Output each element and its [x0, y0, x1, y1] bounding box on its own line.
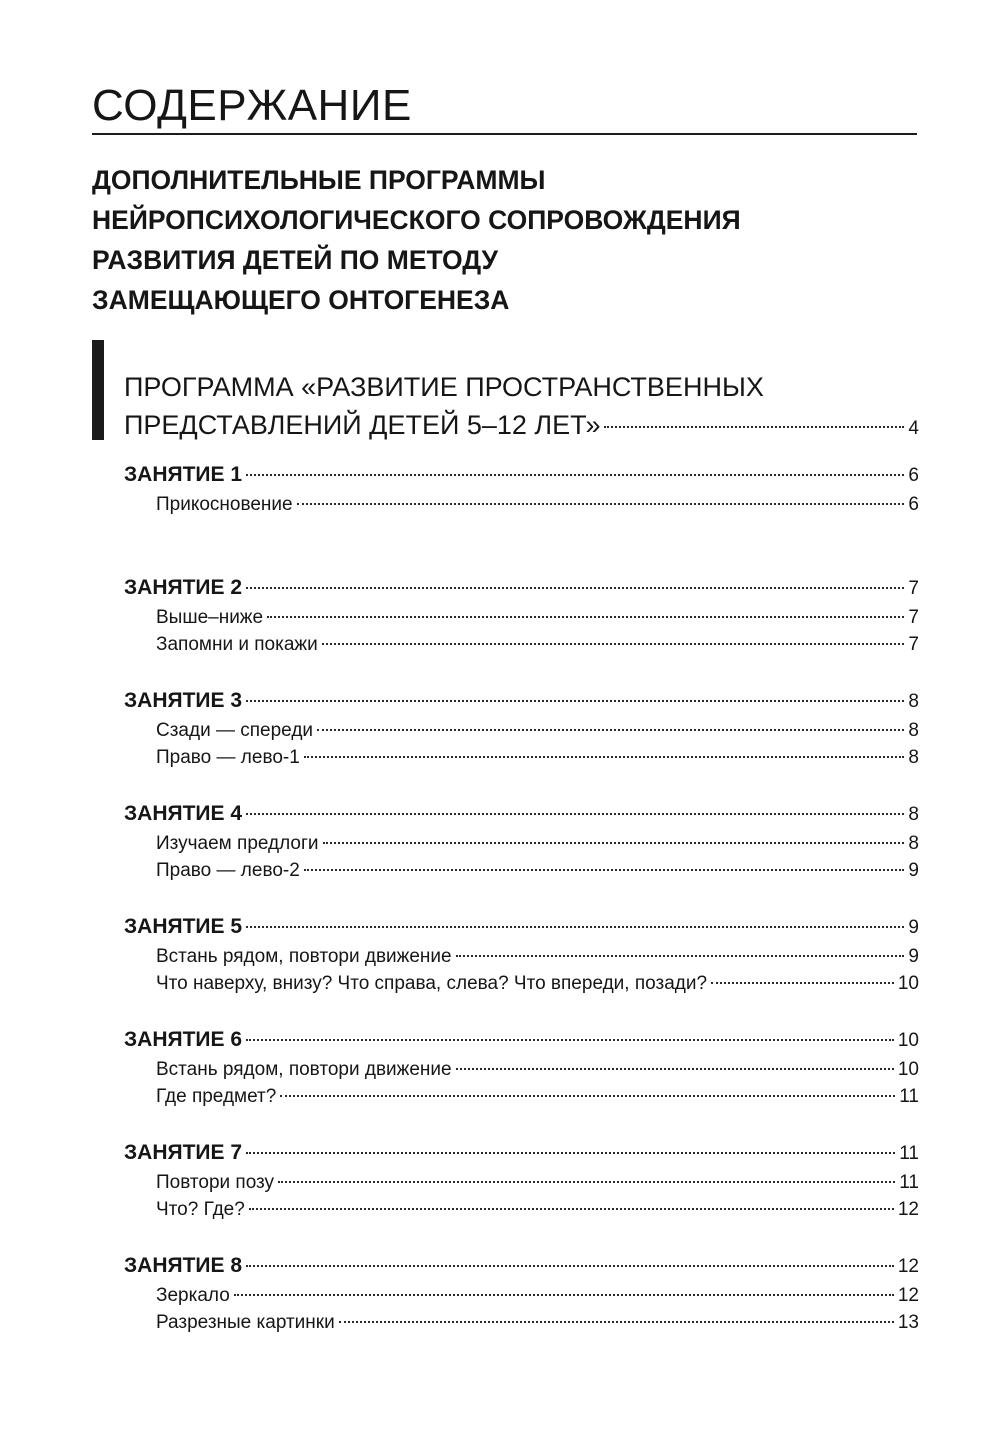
program-title-line: ПРОГРАММА «РАЗВИТИЕ ПРОСТРАНСТВЕННЫХ: [124, 372, 764, 402]
lesson-block: [124, 1023, 919, 1136]
subsection-entry[interactable]: [124, 943, 919, 970]
subsection-entry[interactable]: [124, 1282, 919, 1309]
dot-leader: [323, 842, 905, 844]
dot-leader: [246, 926, 904, 928]
dot-leader: [249, 1208, 894, 1210]
dot-leader: [246, 587, 904, 589]
dot-leader: [280, 1095, 895, 1097]
page-number: 13: [897, 1312, 919, 1333]
page-number: 7: [908, 607, 919, 628]
subsection-entry[interactable]: [124, 830, 919, 857]
lesson-entry[interactable]: [124, 1136, 919, 1169]
page-number: 12: [897, 1256, 919, 1277]
page-number: 10: [897, 1030, 919, 1051]
subsection-entry[interactable]: [124, 1083, 919, 1110]
lesson-block: [124, 571, 919, 684]
page-number: 8: [908, 747, 919, 768]
dot-leader: [322, 643, 905, 645]
lesson-entry[interactable]: [124, 1023, 919, 1056]
lesson-title: ЗАНЯТИЕ 8: [124, 1254, 243, 1277]
subsection-entry[interactable]: [124, 1196, 919, 1223]
dot-leader: [246, 1265, 894, 1267]
section-heading-line: ДОПОЛНИТЕЛЬНЫЕ ПРОГРАММЫ: [92, 165, 546, 195]
subsection-entry[interactable]: [124, 1056, 919, 1083]
page-number: 6: [908, 494, 919, 515]
subsection-title: Выше–ниже: [156, 607, 264, 628]
subsection-title: Изучаем предлоги: [156, 833, 319, 854]
dot-leader: [234, 1294, 894, 1296]
page-number: 7: [908, 634, 919, 655]
lesson-block: [124, 797, 919, 910]
dot-leader: [246, 1039, 894, 1041]
subsection-entry[interactable]: [124, 857, 919, 884]
dot-leader: [246, 1152, 895, 1154]
dot-leader: [711, 982, 894, 984]
dot-leader: [456, 1068, 894, 1070]
section-heading-line: НЕЙРОПСИХОЛОГИЧЕСКОГО СОПРОВОЖДЕНИЯ: [92, 205, 741, 235]
program-marker-bar: [92, 340, 104, 440]
program-entry[interactable]: [124, 368, 919, 448]
lesson-title: ЗАНЯТИЕ 7: [124, 1141, 243, 1164]
section-heading: [92, 160, 922, 320]
subsection-entry[interactable]: [124, 717, 919, 744]
subsection-title: Что наверху, внизу? Что справа, слева? Что впереди, позади?: [156, 973, 708, 994]
subsection-entry[interactable]: [124, 970, 919, 997]
page-number: 4: [908, 418, 919, 439]
subsection-title: Встань рядом, повтори движение: [156, 1059, 452, 1080]
subsection-title: Повтори позу: [156, 1172, 275, 1193]
lesson-entry[interactable]: [124, 797, 919, 830]
page-number: 9: [908, 946, 919, 967]
lesson-entry[interactable]: [124, 684, 919, 717]
program-title-line: ПРЕДСТАВЛЕНИЙ ДЕТЕЙ 5–12 ЛЕТ»: [124, 410, 601, 440]
section-heading-line: РАЗВИТИЯ ДЕТЕЙ ПО МЕТОДУ: [92, 245, 498, 275]
lesson-title: ЗАНЯТИЕ 6: [124, 1028, 243, 1051]
subsection-title: Что? Где?: [156, 1199, 245, 1220]
page-number: 11: [899, 1143, 919, 1164]
subsection-title: Встань рядом, повтори движение: [156, 946, 452, 967]
page-number: 12: [897, 1285, 919, 1306]
subsection-title: Запомни и покажи: [156, 634, 318, 655]
lesson-list: [124, 458, 919, 1362]
lesson-title: ЗАНЯТИЕ 2: [124, 576, 243, 599]
dot-leader: [339, 1321, 894, 1323]
section-heading-line: ЗАМЕЩАЮЩЕГО ОНТОГЕНЕЗА: [92, 285, 510, 315]
lesson-title: ЗАНЯТИЕ 1: [124, 463, 243, 486]
lesson-block: [124, 684, 919, 797]
lesson-entry[interactable]: [124, 571, 919, 604]
subsection-title: Право — лево-2: [156, 860, 300, 881]
lesson-title: ЗАНЯТИЕ 5: [124, 915, 243, 938]
dot-leader: [304, 869, 905, 871]
lesson-title: ЗАНЯТИЕ 4: [124, 802, 243, 825]
lesson-block: [124, 910, 919, 1023]
page-number: 6: [908, 465, 919, 486]
page-number: 11: [899, 1086, 919, 1107]
title-rule: [92, 133, 917, 135]
subsection-entry[interactable]: [124, 744, 919, 771]
subsection-title: Зеркало: [156, 1285, 230, 1306]
lesson-entry[interactable]: [124, 458, 919, 491]
lesson-title: ЗАНЯТИЕ 3: [124, 689, 243, 712]
dot-leader: [297, 503, 905, 505]
subsection-entry[interactable]: [124, 1169, 919, 1196]
subsection-entry[interactable]: [124, 631, 919, 658]
page-number: 12: [897, 1199, 919, 1220]
page-number: 8: [908, 804, 919, 825]
dot-leader: [246, 700, 904, 702]
dot-leader: [246, 813, 904, 815]
dot-leader: [317, 729, 904, 731]
page-number: 9: [908, 917, 919, 938]
dot-leader: [278, 1181, 895, 1183]
subsection-entry[interactable]: [124, 1309, 919, 1336]
dot-leader: [604, 426, 904, 428]
subsection-title: Право — лево-1: [156, 747, 300, 768]
dot-leader: [304, 756, 905, 758]
page-number: 10: [897, 1059, 919, 1080]
page-number: 9: [908, 860, 919, 881]
subsection-title: Сзади — спереди: [156, 720, 314, 741]
lesson-block: [124, 1249, 919, 1362]
program-title-row: [124, 406, 919, 448]
page-number: 8: [908, 833, 919, 854]
lesson-block: [124, 1136, 919, 1249]
subsection-title: Разрезные картинки: [156, 1312, 335, 1333]
page-title: СОДЕРЖАНИЕ: [92, 81, 412, 130]
dot-leader: [267, 616, 904, 618]
page-number: 11: [899, 1172, 919, 1193]
lesson-block: [124, 458, 919, 571]
lesson-entry[interactable]: [124, 910, 919, 943]
dot-leader: [456, 955, 905, 957]
page-number: 8: [908, 720, 919, 741]
page-number: 8: [908, 691, 919, 712]
page-number: 10: [897, 973, 919, 994]
subsection-title: Где предмет?: [156, 1086, 277, 1107]
subsection-entry[interactable]: [124, 604, 919, 631]
subsection-title: Прикосновение: [156, 494, 293, 515]
subsection-entry[interactable]: [124, 491, 919, 518]
dot-leader: [246, 474, 904, 476]
lesson-entry[interactable]: [124, 1249, 919, 1282]
page-number: 7: [908, 578, 919, 599]
